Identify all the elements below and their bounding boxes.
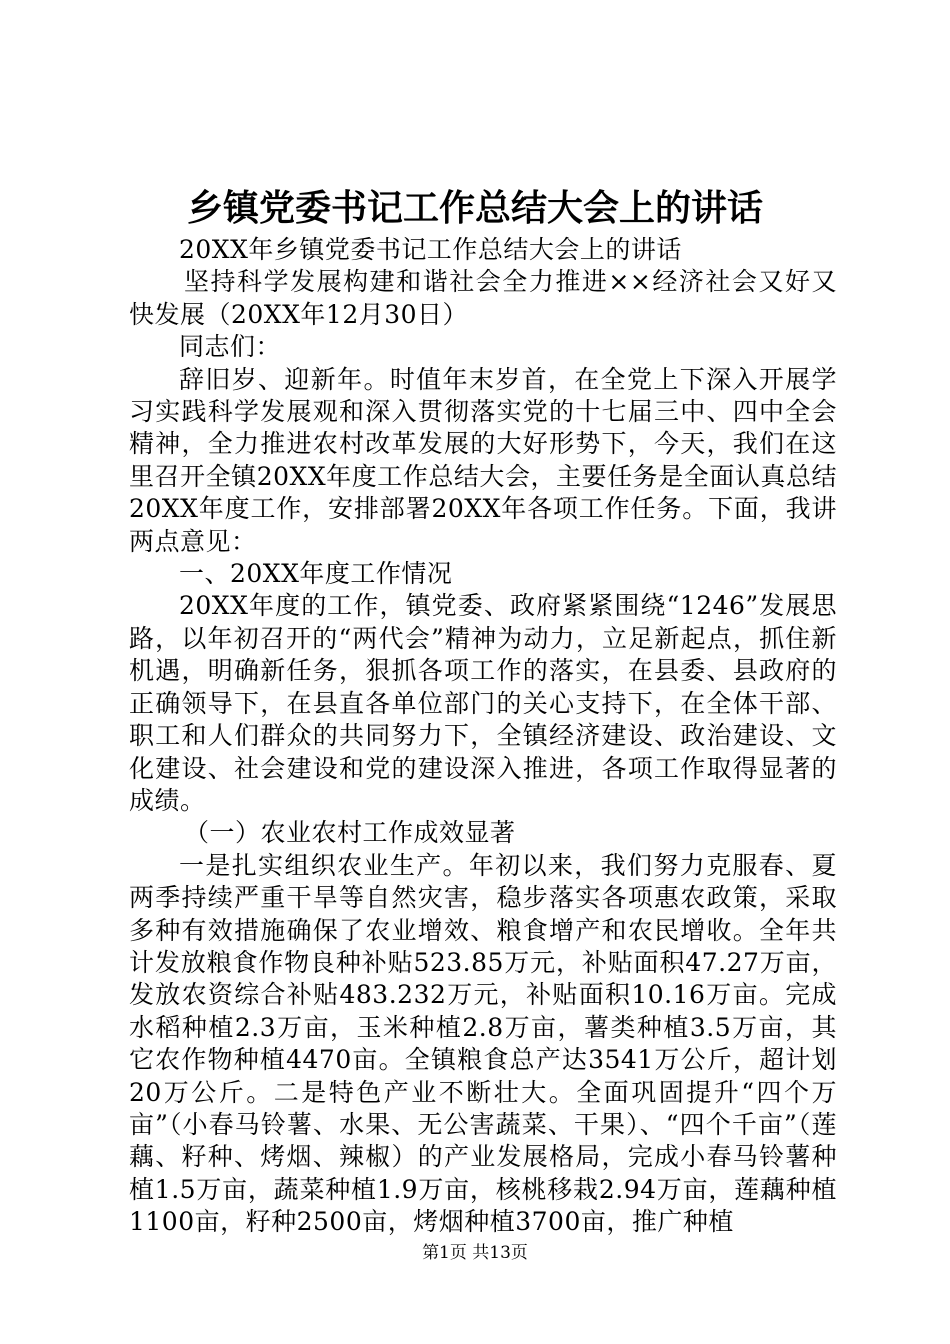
paragraph-overview: 20XX年度的工作，镇党委、政府紧紧围绕“1246”发展思路，以年初召开的“两代会”精神为动力，立足新起点，抓住新机遇，明确新任务，狠抓各项工作的落实，在县委、县政府的正确领导下，在县直各单位部门的关心支持下，在全体干部、职工和人们群众的共同努力下，全镇经济建设、政治建设、文化建设、社会建设和党的建设深入推进，各项工作取得显著的成绩。 xyxy=(129,591,837,815)
paragraph-theme: 坚持科学发展构建和谐社会全力推进××经济社会又好又快发展（20XX年12月30日） xyxy=(129,267,837,329)
paragraph-salutation: 同志们： xyxy=(179,332,282,362)
paragraph-agriculture: 一是扎实组织农业生产。年初以来，我们努力克服春、夏两季持续严重干旱等自然灾害，稳步落实各项惠农政策，采取多种有效措施确保了农业增效、粮食增产和农民增收。全年共计发放粮食作物良种补贴523.85万元，补贴面积47.27万亩，发放农资综合补贴483.232万元，补贴面积10.16万亩。完成水稻种植2.3万亩，玉米种植2.8万亩，薯类种植3.5万亩，其它农作物种植4470亩。全镇粮食总产达3541万公斤，超计划20万公斤。二是特色产业不断壮大。全面巩固提升“四个万亩”（小春马铃薯、水果、无公害蔬菜、干果）、“四个千亩”（莲藕、籽种、烤烟、辣椒）的产业发展格局，完成小春马铃薯种植1.5万亩，蔬菜种植1.9万亩，核桃移栽2.94万亩，莲藕种植1100亩，籽种2500亩，烤烟种植3700亩，推广种植 xyxy=(129,850,837,1237)
document-title: 乡镇党委书记工作总结大会上的讲话 xyxy=(186,187,763,229)
subsection-heading-1: （一）农业农村工作成效显著 xyxy=(184,818,516,848)
document-body xyxy=(129,234,837,1239)
page-footer: 第1页 共13页 xyxy=(422,1243,528,1263)
paragraph-intro: 辞旧岁、迎新年。时值年末岁首，在全党上下深入开展学习实践科学发展观和深入贯彻落实党的十七届三中、四中全会精神，全力推进农村改革发展的大好形势下，今天，我们在这里召开全镇20XX年度工作总结大会，主要任务是全面认真总结20XX年度工作，安排部署20XX年各项工作任务。下面，我讲两点意见： xyxy=(129,364,837,556)
section-heading-1: 一、20XX年度工作情况 xyxy=(179,559,453,589)
paragraph-subtitle: 20XX年乡镇党委书记工作总结大会上的讲话 xyxy=(179,235,682,264)
